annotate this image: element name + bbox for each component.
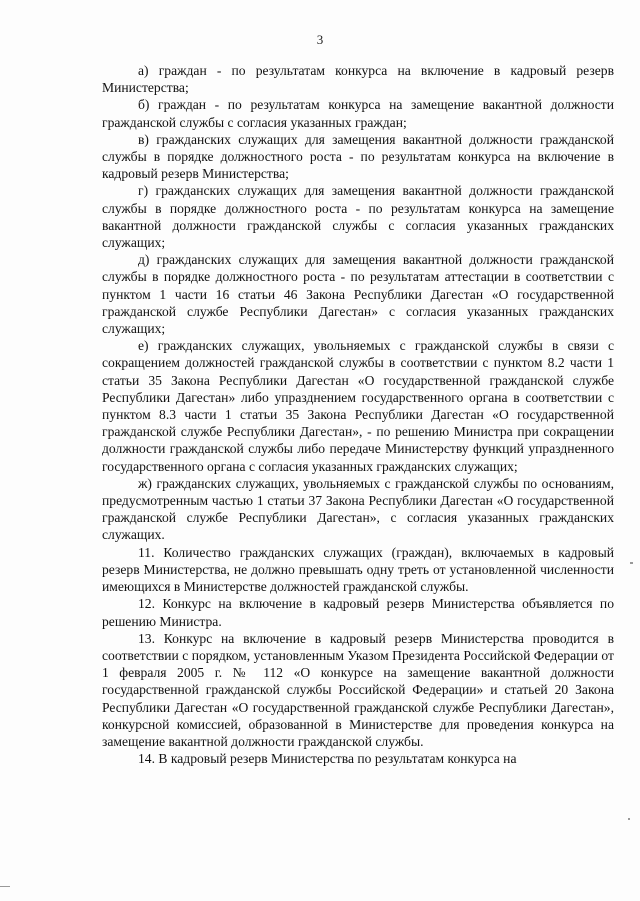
document-body [102, 62, 614, 767]
paragraph-14: 14. В кадровый резерв Министерства по результатам конкурса на [138, 751, 517, 767]
scan-edge-mark [0, 886, 10, 887]
paragraph-b: б) граждан - по результатам конкурса на замещение вакантной должности гражданской службы с согласия указанных граждан; [102, 97, 614, 130]
paragraph-13: 13. Конкурс на включение в кадровый резерв Министерства проводится в соответствии с порядком, установленным Указом Президента Российской Федерации от 1 февраля 2005 г. № 112 «О конкурсе на замещение вакантной должности государственной гражданской службы Российской Федерации» и статьей 20 Закона Республики Дагестан «О государственной гражданской службе Республики Дагестан», конкурсной комиссией, образованной в Министерстве для проведения конкурса на замещение вакантной должности гражданской службы. [102, 630, 614, 749]
paragraph-v: в) гражданских служащих для замещения вакантной должности гражданской службы в порядке должностного роста - по результатам конкурса на включение в кадровый резерв Министерства; [102, 131, 614, 182]
paragraph-11: 11. Количество гражданских служащих (граждан), включаемых в кадровый резерв Министерства, не должно превышать одну треть от установленной численности имеющихся в Министерстве должностей гражданской службы. [102, 544, 614, 595]
page-number: 3 [316, 32, 324, 47]
paragraph-g: г) гражданских служащих для замещения вакантной должности гражданской службы в порядке должностного роста - по результатам конкурса на замещение вакантной должности гражданской службы с согласия указанных гражданских служащих; [102, 183, 614, 251]
paragraph-e: е) гражданских служащих, увольняемых с гражданской службы в связи с сокращением должностей гражданской службы в соответствии с пунктом 8.2 части 1 статьи 35 Закона Республики Дагестан «О государственной гражданской службе Республики Дагестан» либо упразднением государственного органа в соответствии с пунктом 8.3 части 1 статьи 35 Закона Республики Дагестан «О государственной гражданской службе Республики Дагестан», - по решению Министра при сокращении должности гражданской службы либо передаче Министерству функций упраздненного государственного органа с согласия указанных гражданских служащих; [102, 338, 614, 474]
scan-speck [628, 818, 630, 820]
paragraph-12: 12. Конкурс на включение в кадровый резерв Министерства объявляется по решению Министра. [102, 596, 614, 629]
paragraph-zh: ж) гражданских служащих, увольняемых с гражданской службы по основаниям, предусмотренным частью 1 статьи 37 Закона Республики Дагестан «О государственной гражданской службе Республики Дагестан», с согласия указанных гражданских служащих. [102, 475, 614, 543]
paragraph-a: а) граждан - по результатам конкурса на включение в кадровый резерв Министерства; [102, 63, 614, 96]
paragraph-d: д) гражданских служащих для замещения вакантной должности гражданской службы в порядке должностного роста - по результатам аттестации в соответствии с пунктом 1 части 16 статьи 46 Закона Республики Дагестан «О государственной гражданской службе Республики Дагестан» с согласия указанных гражданских служащих; [102, 252, 614, 337]
scan-speck [630, 562, 633, 564]
